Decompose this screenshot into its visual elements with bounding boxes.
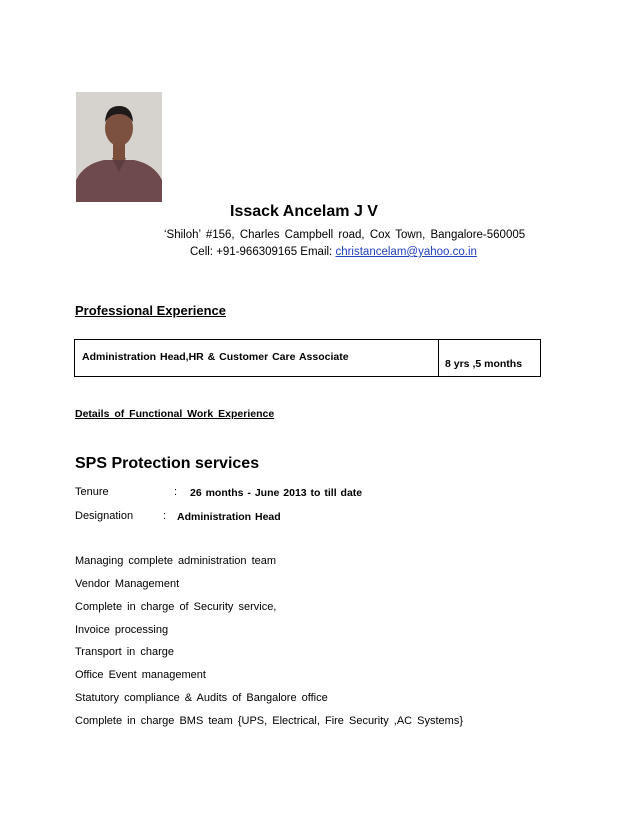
contact-line: [190, 246, 477, 258]
candidate-name: Issack Ancelam J V: [230, 203, 378, 220]
tenure-value: 26 months - June 2013 to till date: [190, 487, 363, 499]
duty-item: Transport in charge: [75, 646, 174, 658]
duty-item: Office Event management: [75, 669, 206, 681]
details-heading: Details of Functional Work Experience: [75, 408, 275, 420]
duty-item: Complete in charge BMS team {UPS, Electrical, Fire Security ,AC Systems}: [75, 715, 464, 727]
email-link[interactable]: christancelam@yahoo.co.in: [335, 246, 477, 258]
experience-duration-cell: 8 yrs ,5 months: [445, 358, 523, 370]
cell-text: Cell: +91-966309165 Email:: [190, 246, 336, 258]
duty-item: Complete in charge of Security service,: [75, 601, 277, 613]
address-line: ‘Shiloh’ #156, Charles Campbell road, Cox Town, Bangalore-560005: [164, 229, 526, 241]
duty-item: Statutory compliance & Audits of Bangalore office: [75, 692, 328, 704]
person-portrait-icon: [76, 92, 162, 202]
experience-table: [74, 339, 541, 377]
designation-colon: :: [163, 510, 167, 522]
professional-experience-heading: Professional Experience: [75, 303, 227, 318]
duty-item: Managing complete administration team: [75, 555, 277, 567]
company-name: SPS Protection services: [75, 455, 260, 472]
tenure-colon: :: [174, 486, 178, 498]
profile-photo: [76, 92, 162, 202]
designation-value: Administration Head: [177, 511, 281, 523]
duty-item: Invoice processing: [75, 624, 169, 636]
tenure-label: Tenure: [75, 486, 109, 498]
experience-role-cell: Administration Head,HR & Customer Care Associate: [75, 340, 439, 376]
duty-item: Vendor Management: [75, 578, 180, 590]
designation-label: Designation: [75, 510, 134, 522]
